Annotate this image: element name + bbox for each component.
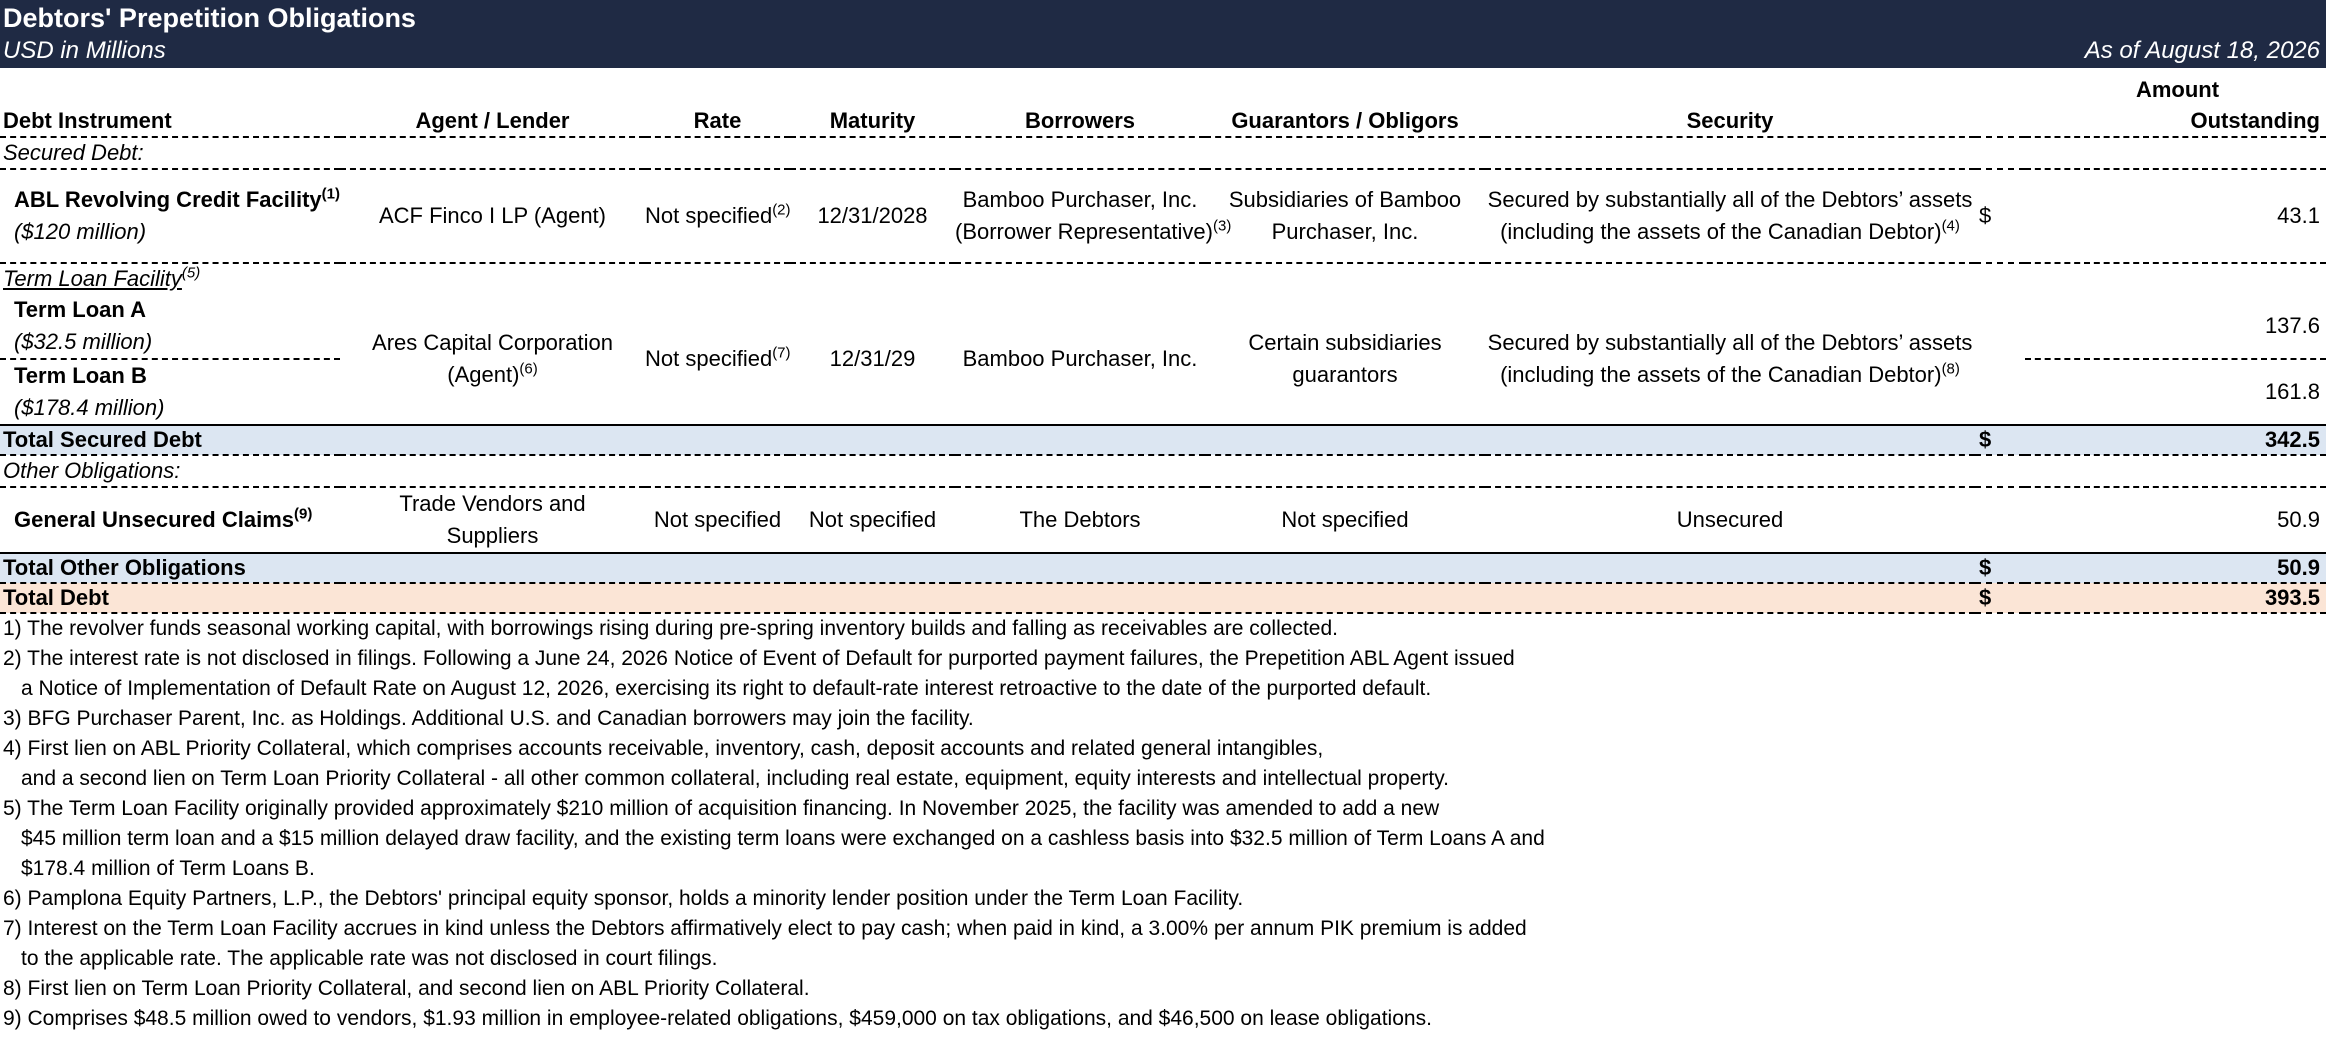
- footnote-continuation: and a second lien on Term Loan Priority Collateral - all other common collateral, including real estate, equipment, equity interests and intellectual property.: [21, 767, 1449, 790]
- total-other-label: Total Other Obligations: [0, 553, 1975, 583]
- col-guarantors: Guarantors / Obligors: [1205, 68, 1485, 137]
- term-loan-b-amount: 161.8: [2264, 379, 2320, 404]
- footnote: 9) Comprises $48.5 million owed to vendors, $1.93 million in employee-related obligations, $459,000 on tax obligations, and $46,500 on lease obligations.: [3, 1007, 1432, 1030]
- total-secured-label: Total Secured Debt: [0, 425, 1975, 455]
- term-loan-borrowers: Bamboo Purchaser, Inc.: [962, 346, 1198, 371]
- col-amount-outstanding: Amount Outstanding: [1975, 68, 2326, 137]
- footnote-continuation: to the applicable rate. The applicable rate was not disclosed in court filings.: [21, 947, 718, 970]
- footnote: 5) The Term Loan Facility originally provided approximately $210 million of acquisition financing. In November 2025, the facility was amended to add a new: [3, 797, 1440, 820]
- abl-amount: 43.1: [2025, 169, 2326, 263]
- footnote: 8) First lien on Term Loan Priority Collateral, and second lien on ABL Priority Collateral.: [3, 977, 810, 1000]
- col-maturity: Maturity: [790, 68, 955, 137]
- total-other-currency: $: [1975, 553, 2025, 583]
- footnote: 4) First lien on ABL Priority Collateral, which comprises accounts receivable, inventory, cash, deposit accounts and related general intangibles,: [3, 737, 1324, 760]
- term-loan-maturity: 12/31/29: [829, 346, 916, 371]
- term-loan-b-cell: Term Loan B ($178.4 million): [14, 363, 165, 420]
- column-header-row: [0, 68, 2326, 137]
- term-loan-a-cell: Term Loan A ($32.5 million): [0, 294, 340, 359]
- abl-borrowers: Bamboo Purchaser, Inc. (Borrower Representative)$^{(3)}$: [955, 169, 1205, 263]
- term-loan-a-amount: 137.6: [2025, 294, 2326, 359]
- abl-agent: ACF Finco I LP (Agent): [340, 169, 645, 263]
- total-other-amount: 50.9: [2025, 553, 2326, 583]
- term-loan-facility-label: Term Loan Facility: [3, 266, 182, 291]
- footnote-continuation: $178.4 million of Term Loans B.: [21, 857, 315, 880]
- col-rate: Rate: [645, 68, 790, 137]
- gucs-borrowers: The Debtors: [1019, 507, 1141, 532]
- total-secured-amount: 342.5: [2025, 425, 2326, 455]
- abl-currency: $: [1975, 169, 2025, 263]
- footnote-continuation: a Notice of Implementation of Default Rate on August 12, 2026, exercising its right to default-rate interest retroactive to the date of the purported default.: [21, 677, 1432, 700]
- row-total-other-obligations: [0, 553, 2326, 583]
- abl-security: Secured by substantially all of the Debtors’ assets (including the assets of the Canadian Debtor)$^{(4)}$: [1485, 169, 1975, 263]
- title-banner: [0, 0, 2326, 68]
- debt-table: [0, 68, 2326, 614]
- units-label: USD in Millions: [3, 37, 166, 64]
- col-debt-instrument: Debt Instrument: [0, 68, 340, 137]
- abl-maturity: 12/31/2028: [790, 169, 955, 263]
- footnote-continuation: $45 million term loan and a $15 million delayed draw facility, and the existing term loans were exchanged on a cashless basis into $32.5 million of Term Loans A and: [21, 827, 1545, 850]
- row-term-loan-facility-label: Term Loan Facility$^{(5)}$: [3, 264, 201, 291]
- row-term-loan-a: [0, 294, 2326, 359]
- abl-rate: Not specified$^{(2)}$: [645, 169, 790, 263]
- gucs-rate: Not specified: [653, 507, 782, 532]
- as-of-date: As of August 18, 2026: [2084, 37, 2320, 64]
- col-agent-lender: Agent / Lender: [340, 68, 645, 137]
- gucs-instrument-cell: General Unsecured Claims$^{(9)}$: [14, 505, 313, 532]
- page-title: Debtors' Prepetition Obligations: [3, 3, 416, 33]
- row-total-secured-debt: [0, 425, 2326, 455]
- term-loan-guarantors: Certain subsidiaries guarantors: [1248, 330, 1442, 387]
- col-security: Security: [1485, 68, 1975, 137]
- footnotes: [0, 614, 2326, 1034]
- footnote: 7) Interest on the Term Loan Facility accrues in kind unless the Debtors affirmatively elect to pay cash; when paid in kind, a 3.00% per annum PIK premium is added: [3, 917, 1527, 940]
- gucs-security: Unsecured: [1676, 507, 1784, 532]
- gucs-agent: Trade Vendors and Suppliers: [399, 491, 586, 548]
- total-debt-currency: $: [1975, 583, 2025, 613]
- abl-guarantors: Subsidiaries of Bamboo Purchaser, Inc.: [1205, 169, 1485, 263]
- gucs-maturity: Not specified: [808, 507, 937, 532]
- total-debt-amount: 393.5: [2025, 583, 2326, 613]
- section-other-obligations: Other Obligations:: [0, 455, 2326, 487]
- col-borrowers: Borrowers: [955, 68, 1205, 137]
- total-debt-label: Total Debt: [0, 583, 1975, 613]
- footnote: 6) Pamplona Equity Partners, L.P., the Debtors' principal equity sponsor, holds a minority lender position under the Term Loan Facility.: [3, 887, 1244, 910]
- row-general-unsecured-claims: [0, 487, 2326, 553]
- footnote: 3) BFG Purchaser Parent, Inc. as Holdings. Additional U.S. and Canadian borrowers may join the facility.: [3, 707, 974, 730]
- gucs-amount: 50.9: [2277, 507, 2320, 532]
- abl-instrument-cell: ABL Revolving Credit Facility$^{(1)}$ ($120 million): [0, 169, 340, 263]
- term-loan-rate: Not specified$^{(7)}$: [645, 344, 791, 371]
- footnote: 1) The revolver funds seasonal working capital, with borrowings rising during pre-spring inventory builds and falling as receivables are collected.: [3, 617, 1338, 640]
- footnote: 2) The interest rate is not disclosed in filings. Following a June 24, 2026 Notice of Event of Default for purported payment failures, the Prepetition ABL Agent issued: [3, 647, 1515, 670]
- row-abl-revolver: [0, 169, 2326, 263]
- term-loan-agent: Ares Capital Corporation (Agent)$^{(6)}$: [372, 330, 613, 387]
- total-secured-currency: $: [1975, 425, 2025, 455]
- gucs-guarantors: Not specified: [1281, 507, 1409, 532]
- section-secured-debt: Secured Debt:: [0, 137, 2326, 169]
- term-loan-security: Secured by substantially all of the Debtors’ assets (including the assets of the Canadian Debtor)$^{(8)}$: [1487, 330, 1973, 387]
- row-total-debt: [0, 583, 2326, 613]
